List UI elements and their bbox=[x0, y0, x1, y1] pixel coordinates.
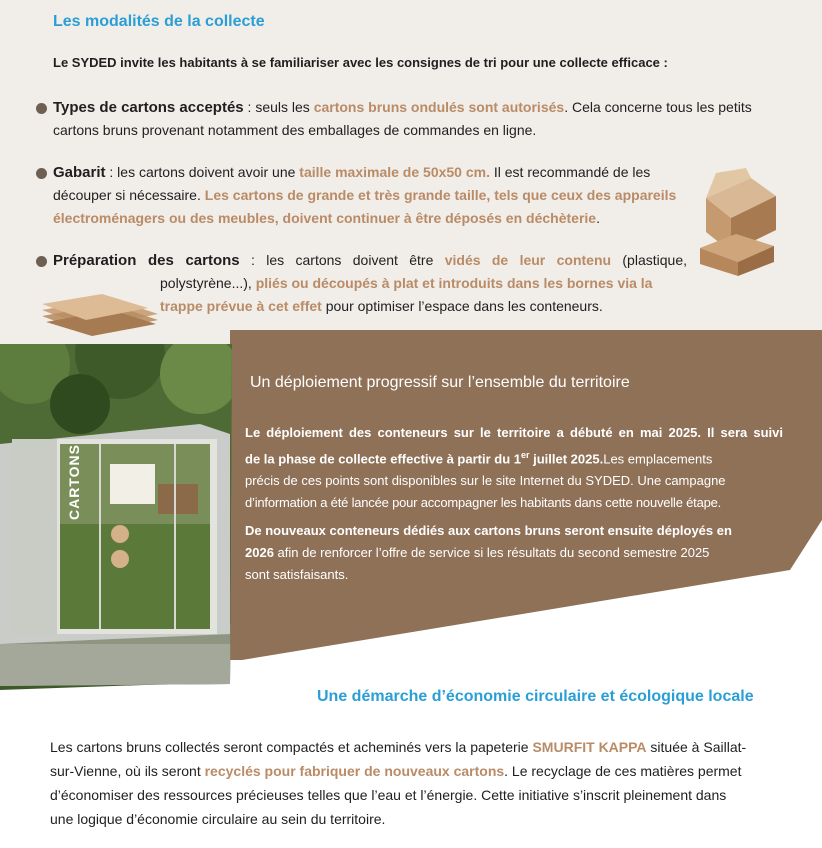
gabarit-accent: taille maximale de 50x50 cm. bbox=[299, 164, 490, 180]
bullet-dot bbox=[36, 168, 47, 179]
eco-text2: située à Saillat- bbox=[646, 739, 747, 755]
deploy-bold3: juillet 2025. bbox=[529, 451, 604, 467]
gabarit-accent2: Les cartons de grande et très grande taille, tels que ceux des appareils bbox=[204, 187, 677, 203]
intro-text: Le SYDED invite les habitants à se familiariser avec les consignes de tri pour une collecte efficace : bbox=[53, 55, 668, 70]
deploy-line5: afin de renforcer l’offre de service si les résultats du second semestre 2025 bbox=[273, 545, 710, 560]
eco-text3: sur-Vienne, où ils seront bbox=[50, 763, 205, 779]
eco-text1: Les cartons bruns collectés seront compactés et acheminés vers la papeterie bbox=[50, 739, 533, 755]
deploy-bold5: 2026 bbox=[245, 545, 274, 560]
preparation-accent2: pliés ou découpés à plat et introduits dans les bornes via la bbox=[255, 275, 653, 291]
deploy-paragraph1b bbox=[245, 444, 783, 514]
types-line2: cartons bruns provenant notamment des emballages de commandes en ligne. bbox=[53, 122, 537, 138]
gabarit-paragraph bbox=[53, 161, 693, 230]
deploy-line4: d’information a été lancée pour accompagner les habitants dans cette nouvelle étape. bbox=[245, 495, 722, 511]
eco-paragraph bbox=[50, 735, 790, 831]
deploy-paragraph1 bbox=[245, 422, 783, 444]
gabarit-text2: Il est recommandé de les bbox=[489, 164, 651, 180]
bullet-dot bbox=[36, 256, 47, 267]
deploy-normal1: Les emplacements bbox=[603, 451, 713, 467]
gabarit-text: : les cartons doivent avoir une bbox=[105, 164, 300, 180]
eco-text4: . Le recyclage de ces matières permet bbox=[504, 763, 742, 779]
preparation-text: : les cartons doivent être bbox=[239, 252, 445, 268]
bullet-dot bbox=[36, 103, 47, 114]
eco-accent2: recyclés pour fabriquer de nouveaux cartons bbox=[204, 763, 505, 779]
preparation-rest bbox=[160, 272, 690, 318]
types-label: Types de cartons acceptés bbox=[53, 99, 244, 116]
types-text: : seuls les bbox=[243, 99, 314, 115]
gabarit-label: Gabarit bbox=[53, 164, 106, 181]
section-title: Les modalités de la collecte bbox=[53, 13, 265, 30]
deploy-line6: sont satisfaisants. bbox=[245, 567, 349, 582]
preparation-accent3: trappe prévue à cet effet bbox=[160, 298, 322, 314]
gabarit-line2: découper si nécessaire. bbox=[53, 187, 205, 203]
eco-line3: d’économiser des ressources précieuses telles que l’eau et l’énergie. Cette initiative s’inscrit pleinement dans bbox=[50, 787, 727, 803]
preparation-line2: polystyrène...), bbox=[160, 275, 256, 291]
eco-accent1: SMURFIT KAPPA bbox=[532, 739, 647, 755]
preparation-end: pour optimiser l’espace dans les conteneurs. bbox=[321, 298, 603, 314]
gabarit-period: . bbox=[596, 210, 600, 226]
container-photo bbox=[0, 344, 233, 686]
gabarit-accent3: électroménagers ou des meubles, doivent continuer à être déposés en déchèterie bbox=[53, 210, 597, 226]
deploy-sup: er bbox=[521, 450, 530, 460]
deploy-title: Un déploiement progressif sur l’ensemble du territoire bbox=[250, 374, 630, 391]
deploy-paragraph2 bbox=[245, 520, 790, 586]
deploy-bold2: de la phase de collecte effective à partir du 1 bbox=[245, 451, 521, 467]
preparation-accent: vidés de leur contenu bbox=[444, 252, 612, 268]
preparation-line1 bbox=[53, 249, 687, 272]
preparation-text2: (plastique, bbox=[611, 252, 687, 268]
types-paragraph bbox=[53, 96, 793, 142]
deploy-bold4: De nouveaux conteneurs dédiés aux cartons bruns seront ensuite déployés en bbox=[245, 523, 732, 538]
cardboard-boxes-image bbox=[696, 168, 782, 278]
deploy-bold1: Le déploiement des conteneurs sur le territoire a débuté en mai 2025. Il sera suivi bbox=[245, 425, 783, 440]
preparation-label: Préparation des cartons bbox=[53, 252, 240, 269]
eco-title: Une démarche d’économie circulaire et écologique locale bbox=[317, 688, 754, 705]
types-text2: . Cela concerne tous les petits bbox=[564, 99, 752, 115]
types-accent: cartons bruns ondulés sont autorisés bbox=[313, 99, 565, 115]
container-sign: CARTONS bbox=[66, 444, 82, 520]
eco-line4: une logique d’économie circulaire au sein du territoire. bbox=[50, 811, 386, 827]
deploy-line3: précis de ces points sont disponibles sur le site Internet du SYDED. Une campagne bbox=[245, 473, 726, 489]
